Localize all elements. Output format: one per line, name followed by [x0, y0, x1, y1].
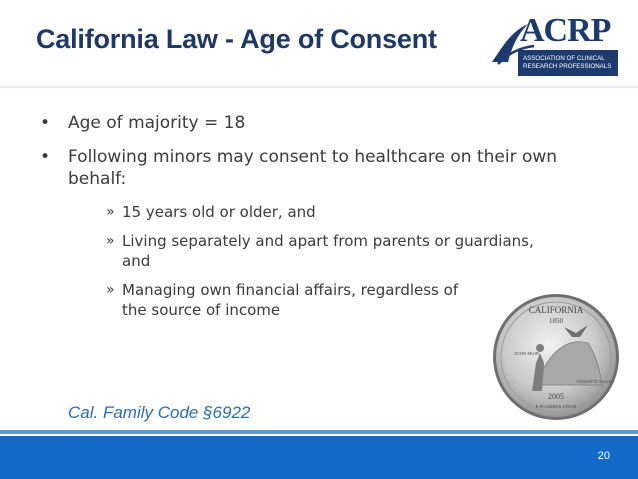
bullet-text: Age of majority = 18: [68, 113, 246, 133]
sub-bullet-marker: »: [106, 204, 115, 220]
coin-right-text: YOSEMITE VALLEY: [576, 379, 615, 384]
sub-bullet-text: 15 years old or older, and: [122, 203, 316, 221]
citation-text: Cal. Family Code §6922: [68, 403, 251, 422]
sub-bullet-item: [38, 202, 562, 222]
california-quarter-image: [492, 293, 620, 421]
logo-tagline-line2: RESEARCH PROFESSIONALS: [523, 63, 612, 70]
sub-bullet-item: [38, 231, 562, 271]
bullet-item: [38, 146, 598, 190]
sub-bullet-marker: »: [106, 233, 115, 249]
logo-tagline: [518, 50, 618, 76]
sub-bullet-text: Managing own financial affairs, regardless of the source of income: [122, 281, 459, 319]
footer-accent-bar: [0, 430, 638, 434]
coin-motto: E PLURIBUS UNUM: [535, 404, 577, 409]
footer-bar: [0, 436, 638, 479]
sub-bullet-text: Living separately and apart from parents or guardians, and: [122, 232, 534, 270]
logo-tagline-line1: ASSOCIATION OF CLINICAL: [523, 55, 605, 62]
coin-left-text: JOHN MUIR: [514, 351, 539, 356]
sub-bullet-marker: »: [106, 282, 115, 298]
bullet-marker: •: [40, 147, 51, 167]
coin-year-bottom: 2005: [548, 392, 564, 401]
page-number: 20: [597, 450, 610, 462]
bullet-text: Following minors may consent to healthcare on their own behalf:: [68, 147, 558, 189]
coin-top-text: CALIFORNIA: [528, 305, 584, 315]
acrp-logo: [488, 14, 620, 80]
sub-bullet-item: [38, 280, 482, 320]
bullet-item: [38, 112, 598, 134]
bullet-marker: •: [40, 113, 51, 133]
coin-year-top: 1850: [549, 317, 563, 325]
logo-wordmark: ACRP: [520, 12, 611, 49]
slide-title: California Law - Age of Consent: [36, 24, 437, 54]
title-divider: [0, 86, 638, 88]
